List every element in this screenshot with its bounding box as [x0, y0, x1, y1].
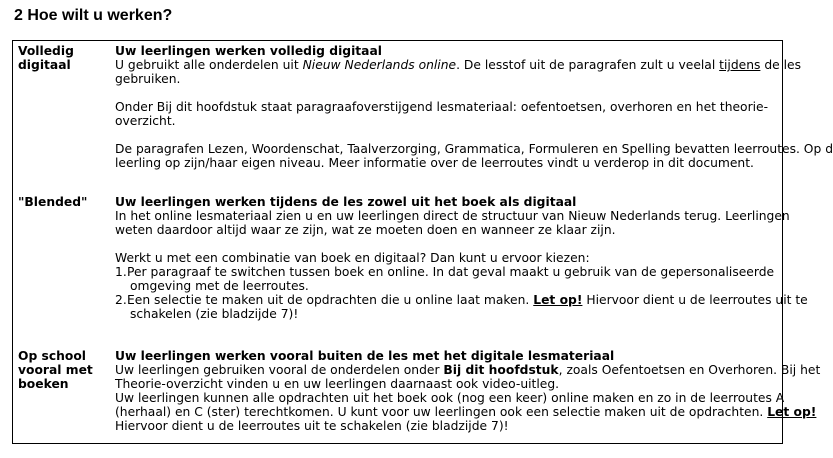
text-run: U gebruikt alle onderdelen uit [115, 58, 303, 72]
paragraph-line: In het online lesmateriaal zien u en uw leerlingen direct de structuur van Nieuw Nederlands terug. Leerlingen [115, 209, 790, 223]
list-text-continued: schakelen (zie bladzijde 7)! [130, 307, 299, 321]
list-number: 1. [115, 265, 127, 279]
list-text-continued: omgeving met de leerroutes. [130, 279, 309, 293]
paragraph-line: gebruiken. [115, 72, 181, 86]
list-item [115, 293, 808, 307]
text-run: . De lesstof uit de paragrafen zult u veelal [456, 58, 720, 72]
work-mode-table [12, 40, 833, 444]
list-number: 2. [115, 293, 127, 307]
product-name: Nieuw Nederlands online [302, 58, 457, 72]
row-content [115, 44, 833, 170]
text-run: Een selectie te maken uit de opdrachten die u online laat maken. [127, 293, 534, 307]
text-run: , zoals Oefentoetsen en Overhoren. Bij het [558, 363, 821, 377]
warning-text: Let op! [533, 293, 583, 307]
text-run: Hiervoor dient u de leerroutes uit te [582, 293, 808, 307]
paragraph-line: overzicht. [115, 114, 176, 128]
paragraph-line: Werkt u met een combinatie van boek en digitaal? Dan kunt u ervoor kiezen: [115, 251, 590, 265]
text-run: de les [760, 58, 801, 72]
section-reference: Bij dit hoofdstuk [443, 363, 559, 377]
row-content [115, 195, 808, 321]
paragraph-line: Onder Bij dit hoofdstuk staat paragraafoverstijgend lesmateriaal: oefentoetsen, overhoren en het theorie- [115, 100, 769, 114]
section-heading: 2 Hoe wilt u werken? [14, 7, 173, 24]
paragraph-line: weten daardoor altijd waar ze zijn, wat ze moeten doen en wanneer ze klaar zijn. [115, 223, 616, 237]
underlined-word: tijdens [719, 58, 761, 72]
text-run: Uw leerlingen gebruiken vooral de onderdelen onder [115, 363, 444, 377]
row-content [115, 349, 821, 433]
paragraph-line: De paragrafen Lezen, Woordenschat, Taalverzorging, Grammatica, Formuleren en Spelling bevatten leerroutes. Op d [115, 142, 833, 156]
list-text: Per paragraaf te switchen tussen boek en online. In dat geval maakt u gebruik van de gepersonaliseerde [127, 265, 775, 279]
warning-text: Let op! [767, 405, 817, 419]
paragraph [115, 58, 801, 72]
row-label: "Blended" [18, 195, 88, 209]
paragraph-line: leerling op zijn/haar eigen niveau. Meer informatie over de leerroutes vindt u verderop in dit document. [115, 156, 754, 170]
row-label: Volledig digitaal [18, 44, 74, 72]
paragraph-line: Hiervoor dient u de leerroutes uit te schakelen (zie bladzijde 7)! [115, 419, 509, 433]
row-label: Op school vooral met boeken [18, 349, 93, 391]
paragraph-line: Theorie-overzicht vinden u en uw leerlingen daarnaast ook video-uitleg. [115, 377, 560, 391]
row-title: Uw leerlingen werken vooral buiten de les met het digitale lesmateriaal [115, 349, 615, 363]
text-run: (herhaal) en C (ster) terechtkomen. U kunt voor uw leerlingen ook een selectie maken uit de opdrachten. [115, 405, 768, 419]
paragraph-line [115, 363, 821, 377]
list-text [127, 293, 808, 307]
paragraph-line [115, 405, 817, 419]
row-title: Uw leerlingen werken tijdens de les zowel uit het boek als digitaal [115, 195, 577, 209]
row-title: Uw leerlingen werken volledig digitaal [115, 44, 382, 58]
list-item [115, 265, 782, 279]
paragraph-line: Uw leerlingen kunnen alle opdrachten uit het boek ook (nog een keer) online maken en zo in de leerroutes A [115, 391, 785, 405]
